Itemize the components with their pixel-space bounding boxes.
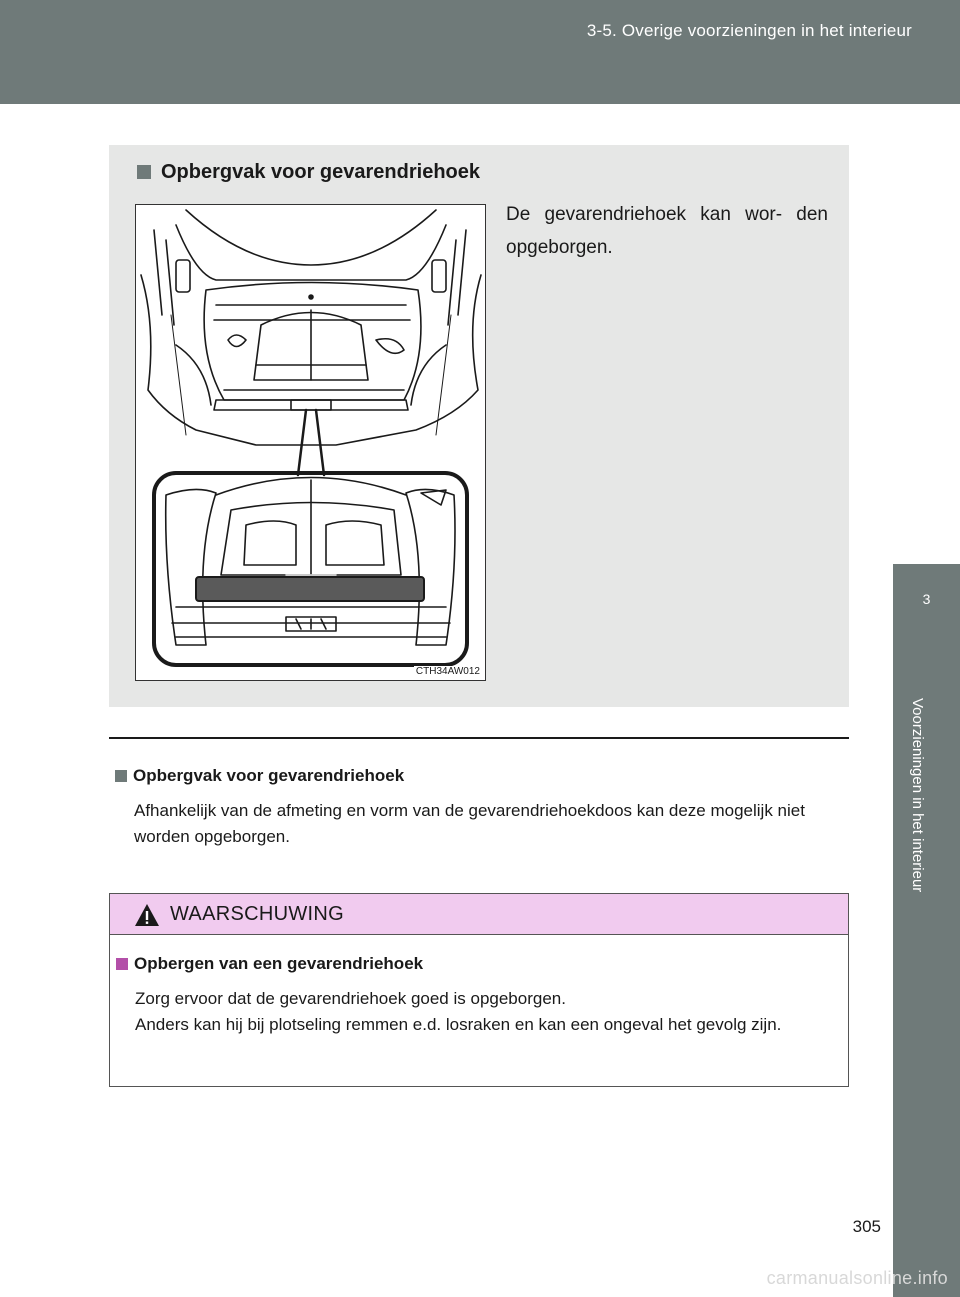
trunk-drawing [136,205,485,680]
page-number: 305 [852,1217,881,1236]
warning-heading [116,954,840,974]
bullet-square-icon [116,958,128,970]
watermark: carmanualsonline.info [766,1268,948,1288]
warning-body [116,986,840,1038]
page-header [0,0,960,104]
warning-header [110,894,848,935]
warning-content [110,935,848,1038]
chapter-number: 3 [893,564,960,659]
chapter-label: Voorzieningen in het interieur [909,698,926,893]
warning-box [109,893,849,1087]
note-section [115,766,845,850]
trunk-illustration [135,204,486,681]
figure-heading [137,161,480,184]
bullet-square-icon [137,165,151,179]
note-body: Afhankelijk van de afmeting en vorm van de gevarendriehoekdoos kan deze mogelijk niet worden opgeborgen. [134,801,805,846]
chapter-band [893,659,960,1297]
bullet-square-icon [115,770,127,782]
warning-line-2: Anders kan hij bij plotseling remmen e.d. losraken en kan een ongeval het gevolg zijn. [135,1015,782,1034]
figure-caption: De gevarendriehoek kan wor- den opgeborgen. [506,204,828,258]
figure-heading-text: Opbergvak voor gevarendriehoek [161,161,481,183]
figure-code: CTH34AW012 [415,666,480,677]
warning-triangle-icon [134,903,160,927]
section-title: 3-5. Overige voorzieningen in het interieur [586,21,912,40]
warning-title: WAARSCHUWING [170,903,344,925]
warning-line-1: Zorg ervoor dat de gevarendriehoek goed is opgeborgen. [135,989,566,1008]
section-divider [109,737,849,739]
chapter-side-tab [893,104,960,1297]
figure-panel [109,145,849,707]
note-heading-text: Opbergvak voor gevarendriehoek [133,766,405,785]
warning-heading-text: Opbergen van een gevarendriehoek [134,954,424,973]
note-heading [115,766,845,786]
